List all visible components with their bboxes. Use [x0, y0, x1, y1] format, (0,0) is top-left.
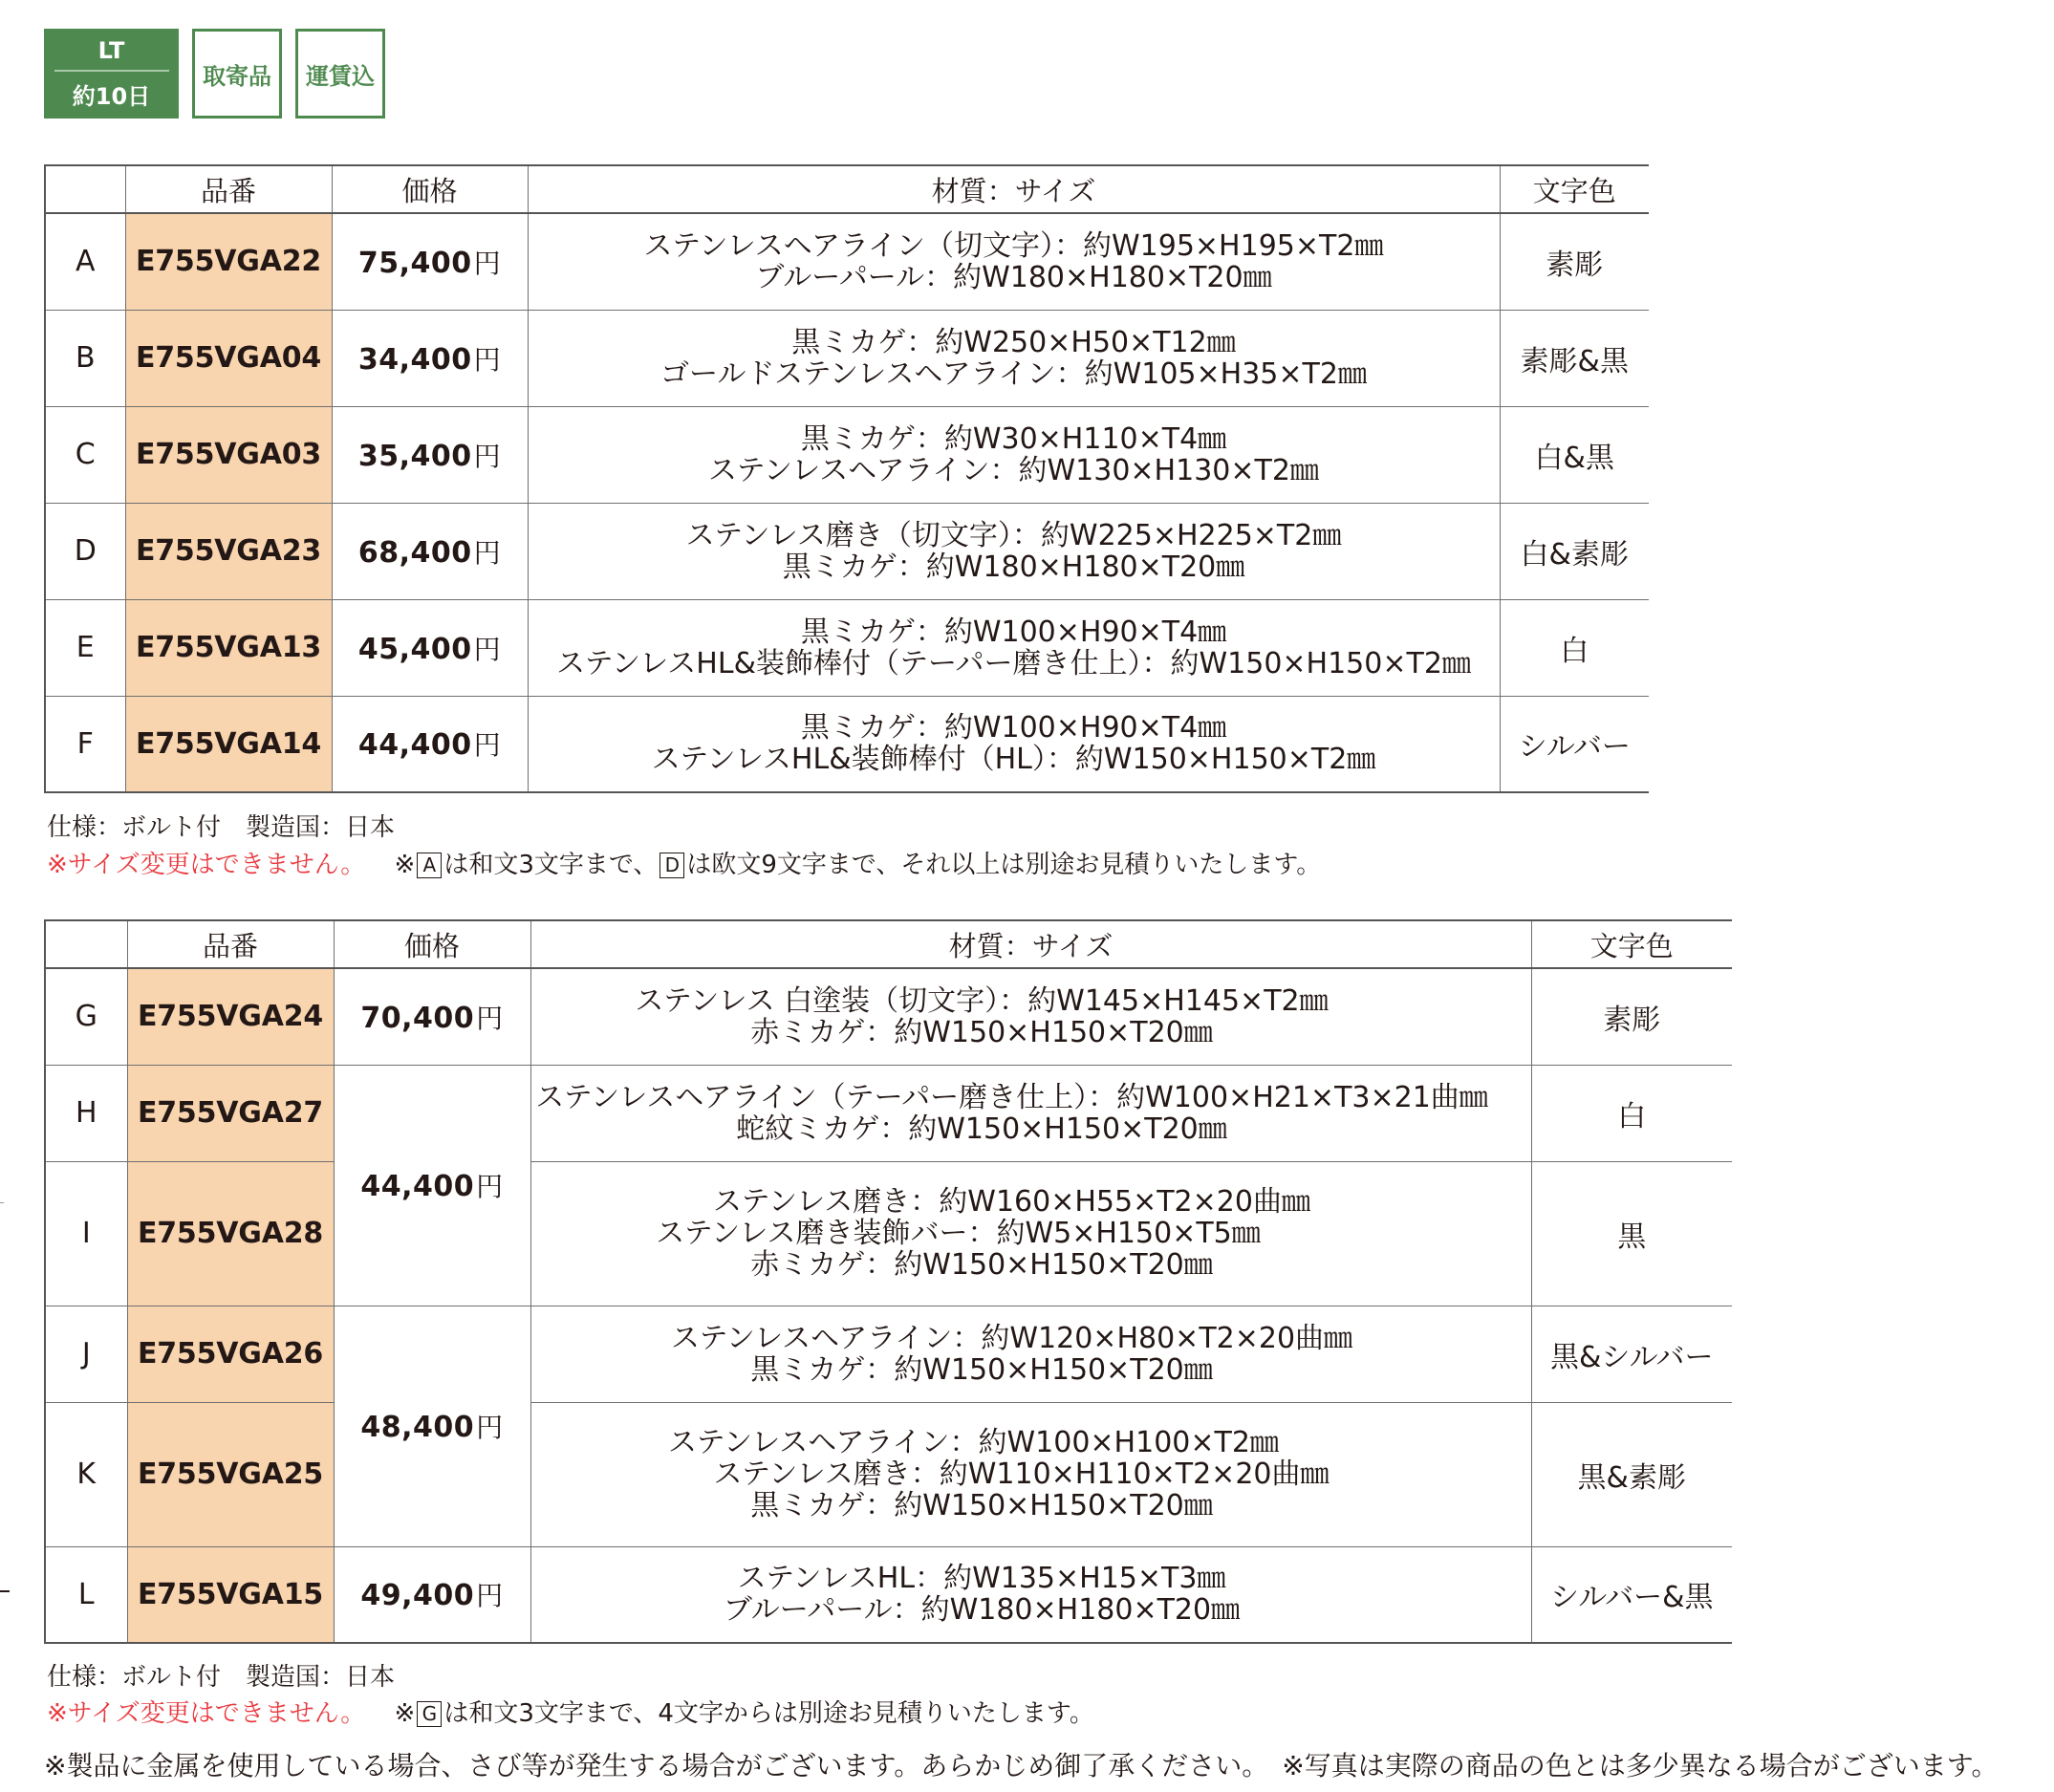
yen-unit: 円	[476, 1171, 504, 1202]
price-value: 68,400	[357, 535, 472, 570]
yen-unit: 円	[473, 247, 502, 279]
text-color: 白	[1531, 1065, 1732, 1161]
product-code: E755VGA27	[127, 1065, 334, 1161]
row-letter: C	[45, 406, 125, 503]
price-value: 75,400	[357, 246, 472, 280]
table-row	[45, 310, 1649, 406]
product-code: E755VGA28	[127, 1161, 334, 1306]
price-cell	[332, 599, 528, 696]
price-value: 44,400	[357, 728, 472, 763]
material-cell	[528, 696, 1500, 792]
order-item-badge: 取寄品	[192, 29, 282, 119]
price-cell	[334, 1306, 530, 1546]
product-code: E755VGA22	[125, 213, 332, 310]
box-label-a: A	[417, 853, 442, 878]
material-line: ステンレス磨き：約W110×H110×T2×20曲㎜	[713, 1457, 1330, 1491]
material-cell	[528, 599, 1500, 696]
material-line: ステンレス 白塗装（切文字）：約W145×H145×T2㎜	[635, 983, 1329, 1018]
note-text: は和文3文字まで、	[443, 851, 659, 879]
row-letter: G	[45, 968, 127, 1065]
header-letter	[45, 920, 127, 968]
note-prefix: ※	[394, 1699, 416, 1728]
material-cell	[528, 503, 1500, 599]
material-line: 赤ミカゲ：約W150×H150×T20㎜	[750, 1015, 1213, 1049]
header-text-color: 文字色	[1531, 920, 1732, 968]
material-cell	[530, 1306, 1531, 1402]
price-cell	[332, 696, 528, 792]
product-code: E755VGA23	[125, 503, 332, 599]
price-cell	[334, 1065, 530, 1306]
price-cell	[332, 213, 528, 310]
product-table-2	[44, 919, 1732, 1644]
text-color: シルバー&黒	[1531, 1546, 1732, 1643]
material-cell	[528, 213, 1500, 310]
row-letter: E	[45, 599, 125, 696]
material-line: ステンレス磨き：約W160×H55×T2×20曲㎜	[713, 1185, 1310, 1219]
material-line: ステンレスヘアライン：約W100×H100×T2㎜	[668, 1426, 1279, 1459]
shipping-included-badge: 運賃込	[295, 29, 385, 119]
yen-unit: 円	[473, 729, 502, 762]
price-cell	[334, 968, 530, 1065]
price-value: 34,400	[357, 342, 472, 377]
material-line: 黒ミカゲ：約W30×H110×T4㎜	[800, 421, 1227, 456]
yen-unit: 円	[476, 1580, 504, 1612]
price-value: 45,400	[357, 632, 472, 666]
row-letter: B	[45, 310, 125, 406]
material-line: 黒ミカゲ：約W150×H150×T20㎜	[750, 1352, 1213, 1387]
text-color: シルバー	[1500, 696, 1649, 792]
material-cell	[530, 1402, 1531, 1546]
price-value: 48,400	[360, 1411, 475, 1444]
material-line: ゴールドステンレスヘアライン：約W105×H35×T2㎜	[660, 356, 1367, 391]
material-line: ブルーパール：約W180×H180×T20㎜	[755, 260, 1272, 294]
material-cell	[528, 406, 1500, 503]
price-value: 49,400	[360, 1579, 475, 1613]
material-cell	[530, 968, 1531, 1065]
table-header-row	[45, 920, 1732, 968]
material-cell	[530, 1065, 1531, 1161]
header-price: 価格	[332, 165, 528, 213]
text-color: 黒&シルバー	[1531, 1306, 1732, 1402]
material-line: 黒ミカゲ：約W250×H50×T12㎜	[791, 325, 1236, 359]
table-row	[45, 406, 1649, 503]
table-header-row	[45, 165, 1649, 213]
product-table-1	[44, 164, 1649, 793]
header-price: 価格	[334, 920, 530, 968]
price-value: 44,400	[360, 1170, 475, 1203]
text-color: 白&素彫	[1500, 503, 1649, 599]
product-code: E755VGA03	[125, 406, 332, 503]
material-line: ステンレスヘアライン：約W120×H80×T2×20曲㎜	[670, 1321, 1353, 1355]
footer-note: ※製品に金属を使用している場合、さび等が発生する場合がございます。あらかじめ御了承ください。 ※写真は実際の商品の色とは多少異なる場合がございます。	[44, 1750, 1999, 1781]
table-row	[45, 1065, 1732, 1161]
price-cell	[334, 1546, 530, 1643]
yen-unit: 円	[476, 1002, 504, 1034]
header-code: 品番	[125, 165, 332, 213]
material-line: 黒ミカゲ：約W180×H180×T20㎜	[782, 550, 1245, 584]
material-cell	[528, 310, 1500, 406]
size-change-warning: ※サイズ変更はできません。	[47, 1699, 366, 1728]
note-prefix: ※	[394, 851, 416, 879]
yen-unit: 円	[473, 633, 502, 665]
price-cell	[332, 503, 528, 599]
row-letter: I	[45, 1161, 127, 1306]
margin-mark	[0, 1202, 4, 1203]
material-line: ステンレス磨き装飾バー：約W5×H150×T5㎜	[656, 1217, 1261, 1250]
price-cell	[332, 406, 528, 503]
text-color: 白&黒	[1500, 406, 1649, 503]
product-code: E755VGA04	[125, 310, 332, 406]
table-row	[45, 1161, 1732, 1306]
yen-unit: 円	[473, 536, 502, 569]
header-material: 材質：サイズ	[528, 165, 1500, 213]
table-row	[45, 696, 1649, 792]
material-line: ステンレスヘアライン：約W130×H130×T2㎜	[708, 453, 1319, 487]
margin-mark	[0, 1590, 10, 1592]
text-color: 素彫&黒	[1500, 310, 1649, 406]
header-text-color: 文字色	[1500, 165, 1649, 213]
lead-time-label: LT	[54, 37, 169, 72]
material-line: ステンレス磨き（切文字）：約W225×H225×T2㎜	[685, 518, 1342, 552]
box-label-d: D	[659, 853, 684, 878]
row-letter: L	[45, 1546, 127, 1643]
material-line: ブルーパール：約W180×H180×T20㎜	[723, 1593, 1241, 1628]
price-value: 70,400	[360, 1001, 475, 1035]
material-line: 赤ミカゲ：約W150×H150×T20㎜	[750, 1248, 1213, 1282]
material-line: ステンレスヘアライン（切文字）：約W195×H195×T2㎜	[643, 228, 1384, 263]
text-color: 素彫	[1500, 213, 1649, 310]
price-value: 35,400	[357, 439, 472, 473]
warning-note	[47, 1694, 1094, 1729]
lead-time-badge	[44, 29, 179, 119]
table-row	[45, 213, 1649, 310]
product-code: E755VGA13	[125, 599, 332, 696]
material-line: 蛇紋ミカゲ：約W150×H150×T20㎜	[736, 1112, 1227, 1146]
text-color: 白	[1500, 599, 1649, 696]
note-text: は欧文9文字まで、それ以上は別途お見積りいたします。	[686, 851, 1322, 879]
size-change-warning: ※サイズ変更はできません。	[47, 851, 366, 879]
spec-note: 仕様：ボルト付 製造国：日本	[47, 813, 396, 842]
header-letter	[45, 165, 125, 213]
yen-unit: 円	[473, 343, 502, 376]
table-row	[45, 1546, 1732, 1643]
text-color: 黒&素彫	[1531, 1402, 1732, 1546]
row-letter: F	[45, 696, 125, 792]
table-row	[45, 1402, 1732, 1546]
product-code: E755VGA25	[127, 1402, 334, 1546]
row-letter: K	[45, 1402, 127, 1546]
product-code: E755VGA15	[127, 1546, 334, 1643]
row-letter: A	[45, 213, 125, 310]
material-line: 黒ミカゲ：約W150×H150×T20㎜	[750, 1489, 1213, 1522]
text-color: 黒	[1531, 1161, 1732, 1306]
spec-note: 仕様：ボルト付 製造国：日本	[47, 1663, 396, 1692]
row-letter: D	[45, 503, 125, 599]
table-row	[45, 599, 1649, 696]
material-line: ステンレスHL&装飾棒付（HL）：約W150×H150×T2㎜	[651, 743, 1376, 777]
warning-note	[47, 845, 1321, 880]
material-line: ステンレスHL&装飾棒付（テーパー磨き仕上）：約W150×H150×T2㎜	[556, 646, 1471, 680]
row-letter: H	[45, 1065, 127, 1161]
product-code: E755VGA24	[127, 968, 334, 1065]
table-row	[45, 968, 1732, 1065]
yen-unit: 円	[476, 1412, 504, 1443]
table-row	[45, 503, 1649, 599]
lead-time-value: 約10日	[72, 82, 151, 110]
table-row	[45, 1306, 1732, 1402]
header-code: 品番	[127, 920, 334, 968]
material-cell	[530, 1546, 1531, 1643]
material-line: ステンレスヘアライン（テーパー磨き仕上）：約W100×H21×T3×21曲㎜	[535, 1080, 1488, 1114]
box-label-g: G	[417, 1701, 442, 1727]
price-cell	[332, 310, 528, 406]
material-line: 黒ミカゲ：約W100×H90×T4㎜	[800, 615, 1227, 649]
row-letter: J	[45, 1306, 127, 1402]
note-text: は和文3文字まで、4文字からは別途お見積りいたします。	[443, 1699, 1094, 1728]
material-cell	[530, 1161, 1531, 1306]
yen-unit: 円	[473, 440, 502, 472]
badge-row	[44, 29, 385, 119]
product-code: E755VGA26	[127, 1306, 334, 1402]
text-color: 素彫	[1531, 968, 1732, 1065]
material-line: ステンレスHL：約W135×H15×T3㎜	[737, 1562, 1226, 1596]
material-line: 黒ミカゲ：約W100×H90×T4㎜	[800, 711, 1227, 745]
product-code: E755VGA14	[125, 696, 332, 792]
header-material: 材質：サイズ	[530, 920, 1531, 968]
